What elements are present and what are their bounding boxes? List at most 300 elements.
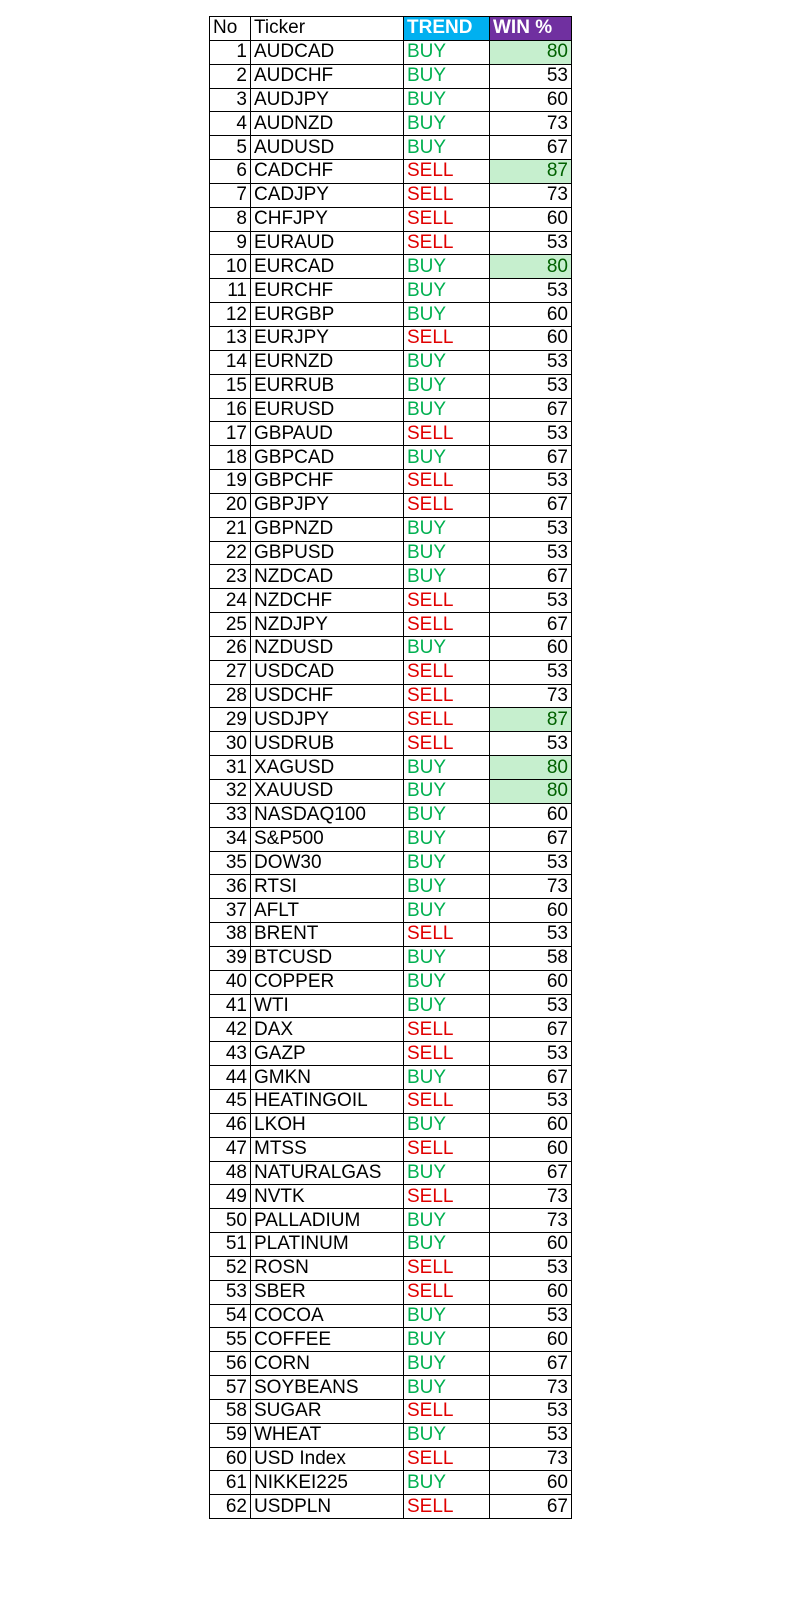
cell-win: 53: [490, 994, 572, 1018]
cell-trend: BUY: [404, 255, 490, 279]
cell-ticker: AUDUSD: [251, 136, 404, 160]
cell-no: 46: [210, 1113, 251, 1137]
cell-ticker: EURUSD: [251, 398, 404, 422]
cell-trend: BUY: [404, 780, 490, 804]
cell-trend: BUY: [404, 1233, 490, 1257]
cell-win: 53: [490, 1304, 572, 1328]
cell-ticker: GBPCHF: [251, 470, 404, 494]
table-row: [210, 88, 572, 112]
cell-ticker: AFLT: [251, 899, 404, 923]
cell-trend: BUY: [404, 827, 490, 851]
cell-trend: BUY: [404, 1209, 490, 1233]
cell-no: 43: [210, 1042, 251, 1066]
table-row: [210, 1471, 572, 1495]
cell-win: 53: [490, 374, 572, 398]
cell-trend: BUY: [404, 1423, 490, 1447]
table-row: [210, 565, 572, 589]
header-ticker: Ticker: [251, 17, 404, 41]
cell-win: 73: [490, 112, 572, 136]
cell-trend: BUY: [404, 136, 490, 160]
table-body: [210, 40, 572, 1518]
table-row: [210, 326, 572, 350]
table-row: [210, 1256, 572, 1280]
cell-trend: SELL: [404, 589, 490, 613]
table-row: [210, 160, 572, 184]
cell-win: 67: [490, 446, 572, 470]
cell-win: 73: [490, 1376, 572, 1400]
cell-no: 59: [210, 1423, 251, 1447]
cell-win: 58: [490, 946, 572, 970]
cell-win: 80: [490, 756, 572, 780]
cell-win: 80: [490, 40, 572, 64]
cell-win: 67: [490, 1066, 572, 1090]
cell-ticker: GAZP: [251, 1042, 404, 1066]
cell-trend: BUY: [404, 279, 490, 303]
cell-win: 67: [490, 1495, 572, 1519]
cell-ticker: EURRUB: [251, 374, 404, 398]
cell-win: 73: [490, 1185, 572, 1209]
cell-no: 62: [210, 1495, 251, 1519]
table-row: [210, 589, 572, 613]
table-row: [210, 350, 572, 374]
table-row: [210, 899, 572, 923]
cell-no: 28: [210, 684, 251, 708]
table-row: [210, 923, 572, 947]
cell-trend: SELL: [404, 207, 490, 231]
cell-win: 53: [490, 923, 572, 947]
cell-trend: SELL: [404, 422, 490, 446]
cell-trend: SELL: [404, 613, 490, 637]
table-row: [210, 970, 572, 994]
cell-trend: BUY: [404, 851, 490, 875]
cell-ticker: AUDJPY: [251, 88, 404, 112]
cell-ticker: PLATINUM: [251, 1233, 404, 1257]
table-row: [210, 398, 572, 422]
table-row: [210, 1399, 572, 1423]
cell-win: 73: [490, 1209, 572, 1233]
cell-trend: SELL: [404, 1280, 490, 1304]
cell-no: 10: [210, 255, 251, 279]
cell-trend: BUY: [404, 112, 490, 136]
cell-no: 55: [210, 1328, 251, 1352]
cell-ticker: HEATINGOIL: [251, 1089, 404, 1113]
cell-no: 12: [210, 303, 251, 327]
cell-ticker: CADCHF: [251, 160, 404, 184]
table-row: [210, 1376, 572, 1400]
cell-no: 11: [210, 279, 251, 303]
cell-trend: SELL: [404, 660, 490, 684]
cell-win: 60: [490, 1113, 572, 1137]
cell-win: 67: [490, 493, 572, 517]
cell-no: 4: [210, 112, 251, 136]
cell-no: 19: [210, 470, 251, 494]
cell-win: 67: [490, 136, 572, 160]
table-row: [210, 1495, 572, 1519]
trend-table: [209, 16, 572, 1519]
cell-ticker: GBPCAD: [251, 446, 404, 470]
cell-no: 18: [210, 446, 251, 470]
cell-trend: SELL: [404, 1256, 490, 1280]
cell-win: 60: [490, 88, 572, 112]
table-row: [210, 827, 572, 851]
cell-ticker: BTCUSD: [251, 946, 404, 970]
cell-trend: SELL: [404, 231, 490, 255]
cell-win: 53: [490, 470, 572, 494]
table-row: [210, 517, 572, 541]
cell-no: 29: [210, 708, 251, 732]
cell-win: 60: [490, 303, 572, 327]
cell-no: 47: [210, 1137, 251, 1161]
table-row: [210, 708, 572, 732]
cell-ticker: MTSS: [251, 1137, 404, 1161]
cell-ticker: DOW30: [251, 851, 404, 875]
cell-no: 41: [210, 994, 251, 1018]
cell-win: 73: [490, 1447, 572, 1471]
cell-trend: BUY: [404, 350, 490, 374]
cell-no: 20: [210, 493, 251, 517]
cell-ticker: USDPLN: [251, 1495, 404, 1519]
cell-trend: SELL: [404, 1399, 490, 1423]
cell-no: 56: [210, 1352, 251, 1376]
cell-trend: BUY: [404, 446, 490, 470]
cell-ticker: CORN: [251, 1352, 404, 1376]
cell-ticker: NVTK: [251, 1185, 404, 1209]
cell-win: 80: [490, 780, 572, 804]
table-row: [210, 112, 572, 136]
cell-trend: SELL: [404, 1185, 490, 1209]
cell-trend: BUY: [404, 541, 490, 565]
table-row: [210, 660, 572, 684]
cell-trend: BUY: [404, 636, 490, 660]
cell-ticker: DAX: [251, 1018, 404, 1042]
cell-trend: SELL: [404, 732, 490, 756]
table-row: [210, 875, 572, 899]
cell-trend: BUY: [404, 1328, 490, 1352]
cell-ticker: AUDCAD: [251, 40, 404, 64]
cell-trend: BUY: [404, 1304, 490, 1328]
cell-no: 5: [210, 136, 251, 160]
table-row: [210, 136, 572, 160]
cell-trend: SELL: [404, 183, 490, 207]
cell-ticker: GBPAUD: [251, 422, 404, 446]
cell-no: 8: [210, 207, 251, 231]
cell-win: 53: [490, 64, 572, 88]
table-row: [210, 756, 572, 780]
cell-ticker: USD Index: [251, 1447, 404, 1471]
cell-ticker: GBPNZD: [251, 517, 404, 541]
cell-ticker: NZDCHF: [251, 589, 404, 613]
table-row: [210, 1233, 572, 1257]
cell-no: 7: [210, 183, 251, 207]
cell-ticker: PALLADIUM: [251, 1209, 404, 1233]
cell-win: 67: [490, 565, 572, 589]
cell-win: 67: [490, 1352, 572, 1376]
cell-trend: SELL: [404, 1137, 490, 1161]
cell-trend: SELL: [404, 160, 490, 184]
cell-win: 53: [490, 1042, 572, 1066]
cell-win: 80: [490, 255, 572, 279]
cell-no: 25: [210, 613, 251, 637]
cell-trend: SELL: [404, 1042, 490, 1066]
cell-ticker: EURJPY: [251, 326, 404, 350]
cell-win: 53: [490, 350, 572, 374]
table-row: [210, 1423, 572, 1447]
table-row: [210, 303, 572, 327]
cell-ticker: GBPJPY: [251, 493, 404, 517]
cell-ticker: LKOH: [251, 1113, 404, 1137]
cell-ticker: XAUUSD: [251, 780, 404, 804]
table-row: [210, 1209, 572, 1233]
cell-trend: BUY: [404, 875, 490, 899]
cell-trend: SELL: [404, 708, 490, 732]
cell-trend: SELL: [404, 326, 490, 350]
cell-no: 57: [210, 1376, 251, 1400]
cell-ticker: NIKKEI225: [251, 1471, 404, 1495]
cell-trend: BUY: [404, 1113, 490, 1137]
cell-no: 37: [210, 899, 251, 923]
cell-no: 40: [210, 970, 251, 994]
cell-win: 53: [490, 1089, 572, 1113]
cell-no: 30: [210, 732, 251, 756]
cell-no: 14: [210, 350, 251, 374]
cell-ticker: XAGUSD: [251, 756, 404, 780]
cell-ticker: EURGBP: [251, 303, 404, 327]
cell-trend: BUY: [404, 1066, 490, 1090]
cell-win: 53: [490, 660, 572, 684]
cell-ticker: EURNZD: [251, 350, 404, 374]
cell-win: 53: [490, 851, 572, 875]
table-row: [210, 684, 572, 708]
cell-ticker: NATURALGAS: [251, 1161, 404, 1185]
table-row: [210, 946, 572, 970]
table-row: [210, 732, 572, 756]
table-row: [210, 1042, 572, 1066]
cell-no: 31: [210, 756, 251, 780]
cell-win: 73: [490, 183, 572, 207]
cell-no: 35: [210, 851, 251, 875]
cell-trend: BUY: [404, 1376, 490, 1400]
cell-win: 67: [490, 1161, 572, 1185]
cell-no: 54: [210, 1304, 251, 1328]
cell-ticker: NZDCAD: [251, 565, 404, 589]
cell-no: 36: [210, 875, 251, 899]
table-row: [210, 1447, 572, 1471]
table-row: [210, 1328, 572, 1352]
cell-ticker: WTI: [251, 994, 404, 1018]
cell-win: 60: [490, 1233, 572, 1257]
cell-no: 33: [210, 803, 251, 827]
cell-ticker: EURCHF: [251, 279, 404, 303]
table-row: [210, 1352, 572, 1376]
cell-win: 73: [490, 684, 572, 708]
cell-win: 60: [490, 803, 572, 827]
cell-no: 61: [210, 1471, 251, 1495]
cell-win: 53: [490, 541, 572, 565]
cell-no: 13: [210, 326, 251, 350]
table-row: [210, 851, 572, 875]
cell-ticker: NZDUSD: [251, 636, 404, 660]
cell-ticker: RTSI: [251, 875, 404, 899]
header-row: [210, 17, 572, 41]
cell-no: 51: [210, 1233, 251, 1257]
cell-ticker: S&P500: [251, 827, 404, 851]
cell-no: 50: [210, 1209, 251, 1233]
cell-ticker: CADJPY: [251, 183, 404, 207]
cell-ticker: SBER: [251, 1280, 404, 1304]
cell-win: 67: [490, 613, 572, 637]
cell-win: 87: [490, 708, 572, 732]
cell-win: 60: [490, 1280, 572, 1304]
cell-no: 1: [210, 40, 251, 64]
header-no: No: [210, 17, 251, 41]
table-row: [210, 1018, 572, 1042]
cell-trend: BUY: [404, 1471, 490, 1495]
cell-trend: BUY: [404, 756, 490, 780]
cell-no: 2: [210, 64, 251, 88]
table-row: [210, 541, 572, 565]
cell-trend: BUY: [404, 374, 490, 398]
table-row: [210, 1304, 572, 1328]
cell-win: 53: [490, 1423, 572, 1447]
cell-ticker: COPPER: [251, 970, 404, 994]
cell-no: 39: [210, 946, 251, 970]
cell-ticker: WHEAT: [251, 1423, 404, 1447]
cell-no: 17: [210, 422, 251, 446]
cell-win: 60: [490, 1328, 572, 1352]
cell-trend: SELL: [404, 684, 490, 708]
cell-ticker: SUGAR: [251, 1399, 404, 1423]
header-trend: TREND: [404, 17, 490, 41]
cell-no: 38: [210, 923, 251, 947]
cell-win: 67: [490, 1018, 572, 1042]
cell-win: 60: [490, 899, 572, 923]
table-row: [210, 422, 572, 446]
table-row: [210, 1089, 572, 1113]
cell-ticker: USDCAD: [251, 660, 404, 684]
cell-trend: SELL: [404, 1447, 490, 1471]
cell-no: 45: [210, 1089, 251, 1113]
table-row: [210, 446, 572, 470]
cell-win: 67: [490, 398, 572, 422]
table-row: [210, 803, 572, 827]
cell-win: 53: [490, 231, 572, 255]
cell-no: 32: [210, 780, 251, 804]
cell-trend: SELL: [404, 1089, 490, 1113]
header-win: WIN %: [490, 17, 572, 41]
table-row: [210, 1066, 572, 1090]
cell-no: 24: [210, 589, 251, 613]
table-row: [210, 636, 572, 660]
cell-no: 52: [210, 1256, 251, 1280]
cell-win: 60: [490, 970, 572, 994]
cell-no: 16: [210, 398, 251, 422]
cell-no: 53: [210, 1280, 251, 1304]
cell-trend: BUY: [404, 946, 490, 970]
table-row: [210, 40, 572, 64]
cell-win: 53: [490, 589, 572, 613]
cell-ticker: SOYBEANS: [251, 1376, 404, 1400]
cell-win: 53: [490, 517, 572, 541]
cell-win: 53: [490, 1399, 572, 1423]
cell-no: 60: [210, 1447, 251, 1471]
cell-trend: SELL: [404, 1018, 490, 1042]
cell-trend: SELL: [404, 493, 490, 517]
cell-win: 73: [490, 875, 572, 899]
table-row: [210, 1280, 572, 1304]
cell-trend: BUY: [404, 565, 490, 589]
table-row: [210, 1185, 572, 1209]
cell-ticker: GBPUSD: [251, 541, 404, 565]
cell-ticker: AUDNZD: [251, 112, 404, 136]
cell-win: 60: [490, 326, 572, 350]
cell-win: 60: [490, 636, 572, 660]
cell-ticker: EURAUD: [251, 231, 404, 255]
cell-no: 42: [210, 1018, 251, 1042]
cell-win: 60: [490, 1471, 572, 1495]
table-row: [210, 374, 572, 398]
cell-win: 53: [490, 279, 572, 303]
table-row: [210, 231, 572, 255]
cell-no: 44: [210, 1066, 251, 1090]
cell-ticker: USDRUB: [251, 732, 404, 756]
cell-ticker: GMKN: [251, 1066, 404, 1090]
cell-ticker: CHFJPY: [251, 207, 404, 231]
cell-win: 87: [490, 160, 572, 184]
table-row: [210, 1161, 572, 1185]
cell-ticker: EURCAD: [251, 255, 404, 279]
table-row: [210, 493, 572, 517]
cell-ticker: NASDAQ100: [251, 803, 404, 827]
cell-trend: BUY: [404, 899, 490, 923]
table-row: [210, 183, 572, 207]
cell-trend: BUY: [404, 88, 490, 112]
table-row: [210, 64, 572, 88]
cell-no: 48: [210, 1161, 251, 1185]
table-row: [210, 994, 572, 1018]
cell-ticker: BRENT: [251, 923, 404, 947]
cell-no: 22: [210, 541, 251, 565]
table-row: [210, 1137, 572, 1161]
cell-no: 26: [210, 636, 251, 660]
cell-ticker: USDCHF: [251, 684, 404, 708]
cell-win: 60: [490, 207, 572, 231]
table-row: [210, 279, 572, 303]
table-row: [210, 207, 572, 231]
cell-trend: BUY: [404, 994, 490, 1018]
cell-no: 6: [210, 160, 251, 184]
cell-no: 21: [210, 517, 251, 541]
cell-trend: BUY: [404, 517, 490, 541]
cell-win: 60: [490, 1137, 572, 1161]
cell-win: 67: [490, 827, 572, 851]
cell-trend: BUY: [404, 398, 490, 422]
cell-win: 53: [490, 1256, 572, 1280]
cell-win: 53: [490, 422, 572, 446]
table-row: [210, 780, 572, 804]
cell-no: 15: [210, 374, 251, 398]
cell-trend: BUY: [404, 303, 490, 327]
cell-trend: BUY: [404, 40, 490, 64]
cell-win: 53: [490, 732, 572, 756]
cell-trend: BUY: [404, 1352, 490, 1376]
table-row: [210, 613, 572, 637]
cell-trend: BUY: [404, 970, 490, 994]
cell-ticker: ROSN: [251, 1256, 404, 1280]
cell-ticker: COCOA: [251, 1304, 404, 1328]
table-row: [210, 470, 572, 494]
cell-trend: BUY: [404, 64, 490, 88]
cell-ticker: COFFEE: [251, 1328, 404, 1352]
